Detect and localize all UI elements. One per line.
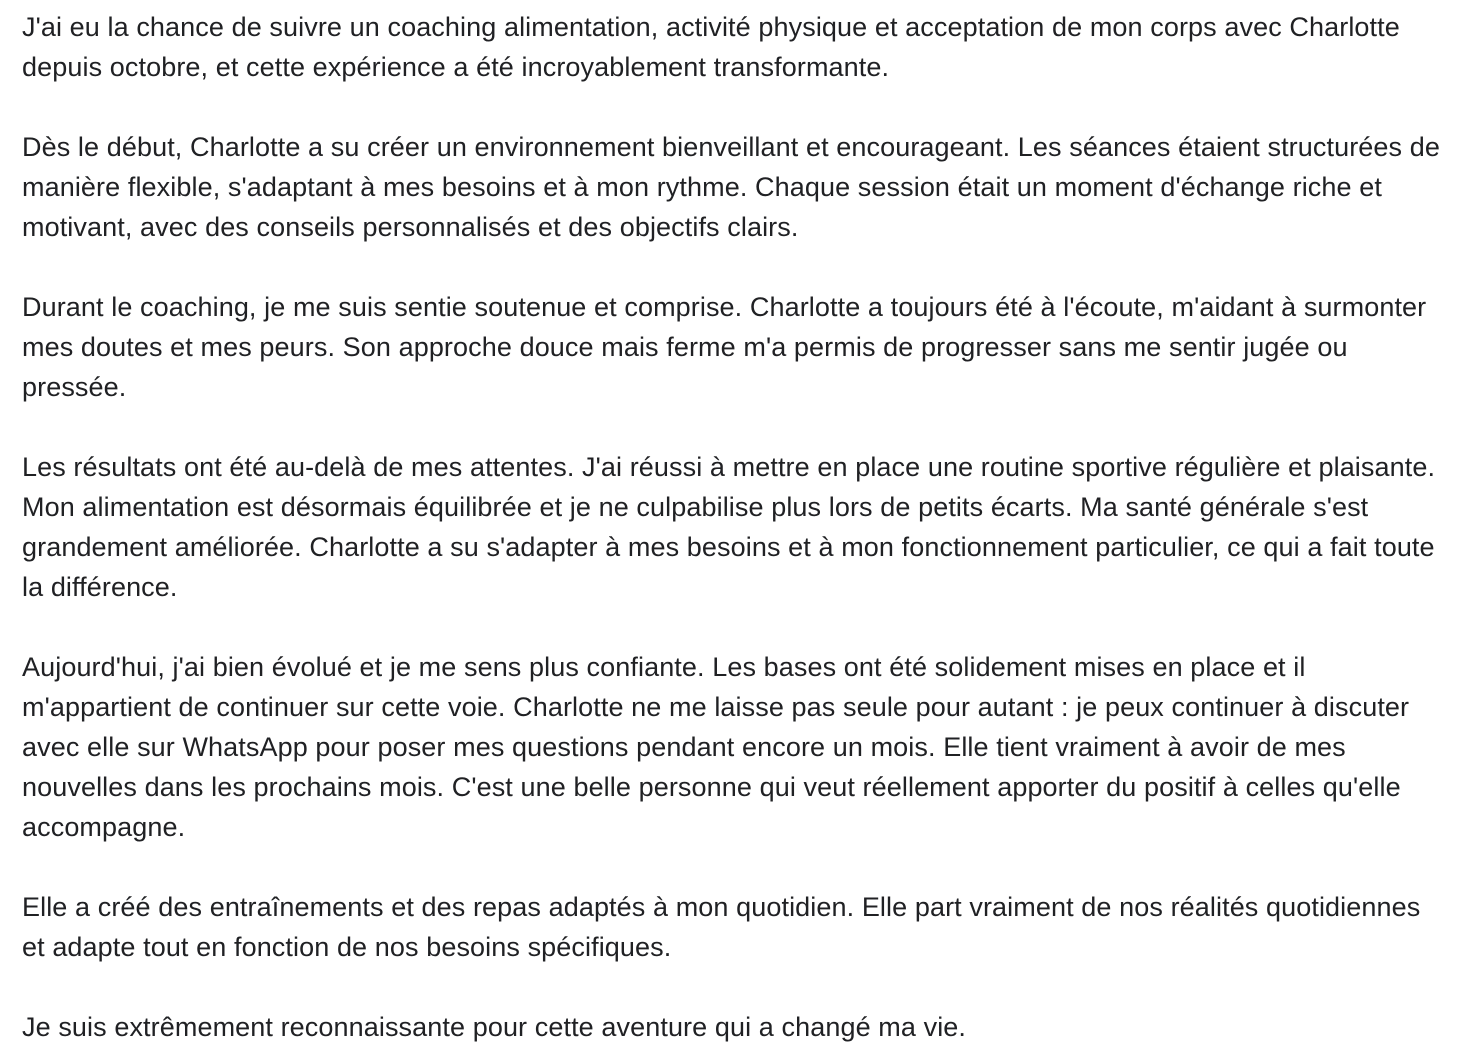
review-paragraph-6: Elle a créé des entraînements et des repas adaptés à mon quotidien. Elle part vraiment de nos réalités quotidiennes et adapte tout en fonction de nos besoins spécifiques. (22, 892, 1421, 962)
review-paragraph-3: Durant le coaching, je me suis sentie soutenue et comprise. Charlotte a toujours été à l'écoute, m'aidant à surmonter mes doutes et mes peurs. Son approche douce mais ferme m'a permis de progresser sans me sentir jugée ou pressée. (22, 292, 1427, 402)
review-paragraph-4: Les résultats ont été au-delà de mes attentes. J'ai réussi à mettre en place une routine sportive régulière et plaisante. Mon alimentation est désormais équilibrée et je ne culpabilise plus lors de petits écarts. Ma santé générale s'est grandement améliorée. Charlotte a su s'adapter à mes besoins et à mon fonctionnement particulier, ce qui a fait toute la différence. (22, 452, 1436, 602)
review-paragraph-2: Dès le début, Charlotte a su créer un environnement bienveillant et encourageant. Les séances étaient structurées de manière flexible, s'adaptant à mes besoins et à mon rythme. Chaque session était un moment d'échange riche et motivant, avec des conseils personnalisés et des objectifs clairs. (22, 132, 1440, 242)
review-paragraph-5: Aujourd'hui, j'ai bien évolué et je me sens plus confiante. Les bases ont été solidement mises en place et il m'appartient de continuer sur cette voie. Charlotte ne me laisse pas seule pour autant : je peux continuer à discuter avec elle sur WhatsApp pour poser mes questions pendant encore un mois. Elle tient vraiment à avoir de mes nouvelles dans les prochains mois. C'est une belle personne qui veut réellement apporter du positif à celles qu'elle accompagne. (22, 652, 1410, 842)
review-paragraph-1: J'ai eu la chance de suivre un coaching alimentation, activité physique et acceptation de mon corps avec Charlotte depuis octobre, et cette expérience a été incroyablement transformante. (22, 12, 1400, 82)
review-paragraph-7: Je suis extrêmement reconnaissante pour cette aventure qui a changé ma vie. (22, 1012, 967, 1042)
